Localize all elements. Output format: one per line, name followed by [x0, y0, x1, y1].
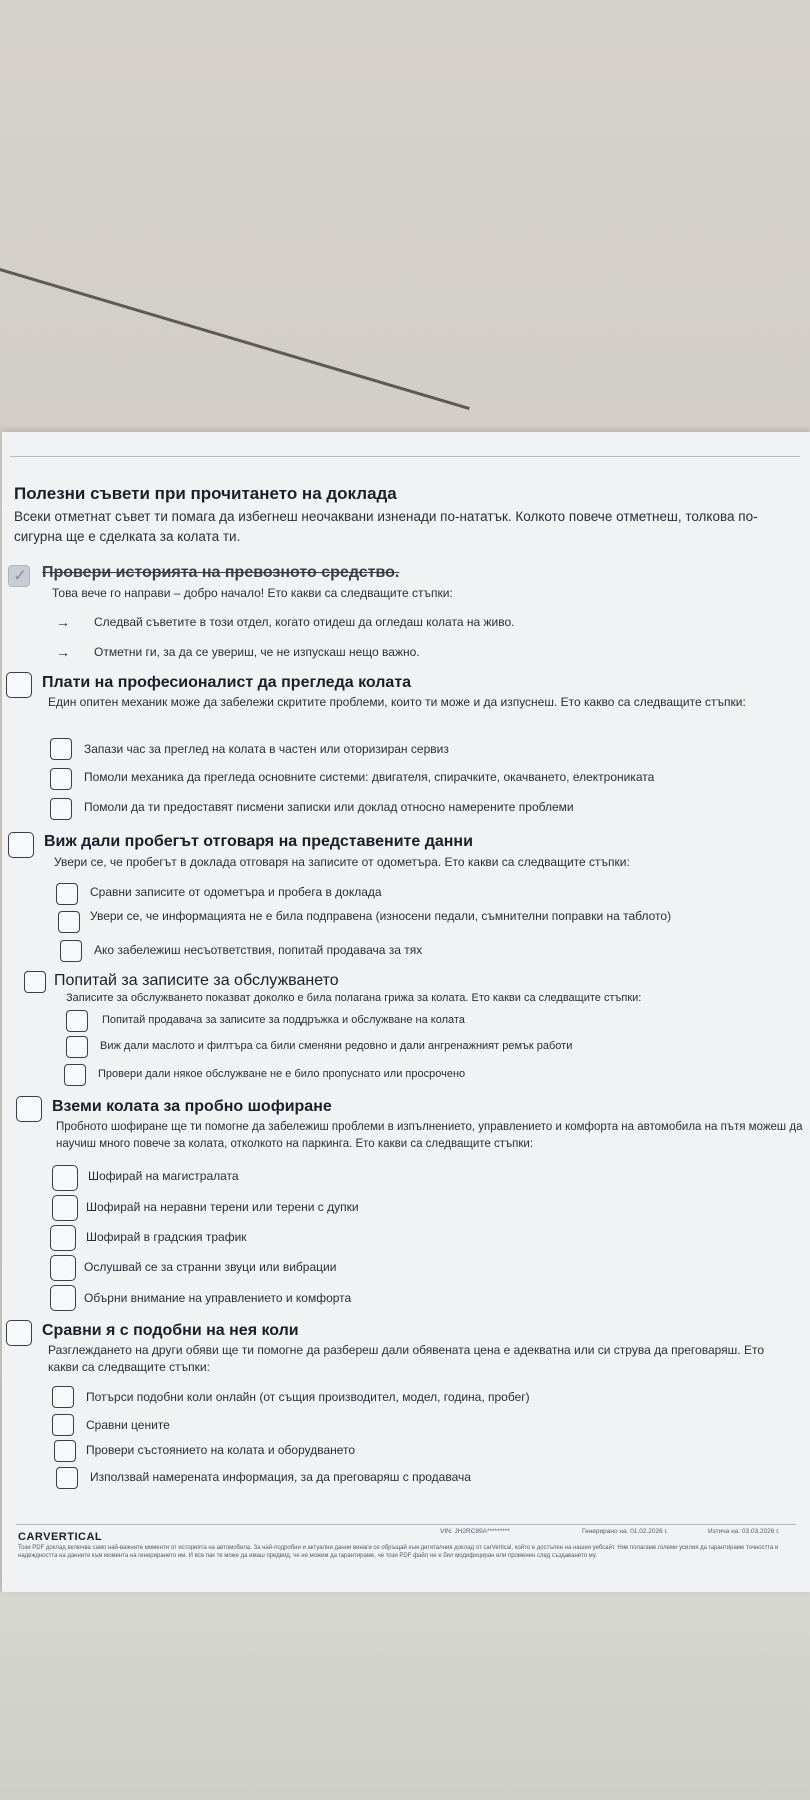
section-checkbox-service[interactable] — [24, 971, 46, 993]
step-checkbox[interactable] — [50, 1255, 76, 1281]
footer-expiry-date: Изтича на: 03.03.2026 г. — [708, 1528, 780, 1535]
section-description: Един опитен механик може да забележи скритите проблеми, които ти може и да изпуснеш. Ето какво са следващите стъпки: — [48, 695, 746, 709]
list-item: Сравни записите от одометъра и пробега в доклада — [90, 885, 382, 899]
list-item: Шофирай на неравни терени или терени с дупки — [86, 1200, 359, 1214]
list-item: Провери дали някое обслужване не е било пропуснато или просрочено — [98, 1068, 466, 1080]
arrow-right-icon: → — [56, 644, 70, 660]
document-title: Полезни съвети при прочитането на доклада — [14, 484, 397, 503]
floor-background — [0, 1592, 810, 1800]
step-checkbox[interactable] — [60, 940, 82, 962]
list-item: Отметни ги, за да се увериш, че не изпускаш нещо важно. — [94, 645, 420, 659]
section-checkbox-test-drive[interactable] — [16, 1096, 42, 1122]
list-item: Ако забележиш несъответствия, попитай продавача за тях — [94, 943, 423, 957]
step-checkbox[interactable] — [66, 1036, 88, 1058]
carvertical-logo: CARVERTICAL — [18, 1531, 103, 1543]
step-checkbox[interactable] — [50, 798, 72, 820]
section-description: Записите за обслужването показват доколко е била полагана грижа за колата. Ето какви са следващите стъпки: — [66, 992, 642, 1004]
section-title-compare: Сравни я с подобни на нея коли — [42, 1322, 299, 1339]
section-title-service: Попитай за записите за обслужването — [54, 972, 339, 989]
section-title-history: Провери историята на превозното средство. — [42, 564, 400, 581]
step-checkbox[interactable] — [56, 1467, 78, 1489]
list-item: Помоли да ти предоставят писмени записки или доклад относно намерените проблеми — [84, 800, 574, 814]
list-item: Шофирай на магистралата — [88, 1169, 239, 1183]
list-item: Сравни цените — [86, 1418, 170, 1432]
section-description: Увери се, че пробегът в доклада отговаря на записите от одометъра. Ето какви са следващите стъпки: — [54, 855, 630, 869]
section-description: Пробното шофиране ще ти помогне да забележиш проблеми в изпълнението, управлението и комфорта на автомобила на пътя можеш да научиш много повече за колата, отколкото на паркинга. Ето какви са следващите стъпки: — [56, 1121, 803, 1150]
step-checkbox[interactable] — [66, 1010, 88, 1032]
step-checkbox[interactable] — [52, 1165, 78, 1191]
arrow-right-icon: → — [56, 614, 70, 630]
footer-vin: VIN: JH2RC89A********* — [440, 1528, 510, 1535]
list-item: Потърси подобни коли онлайн (от същия производител, модел, година, пробег) — [86, 1390, 530, 1404]
step-checkbox[interactable] — [52, 1386, 74, 1408]
list-item: Помоли механика да прегледа основните системи: двигателя, спирачките, окачването, електрониката — [84, 770, 655, 784]
section-description: Разглеждането на други обяви ще ти помогне да разбереш дали обявената цена е адекватна или си струва да преговаряш. Ето какви са следващите стъпки: — [48, 1343, 764, 1374]
footer-disclaimer: Този PDF доклад включва само най-важните моменти от историята на автомобила. За най-подробни и актуални данни винаги се обръщай към дигиталния доклад от carVertical, който е достъпен на нашия уебсайт. Ние полагаме големи усилия да гарантираме точността и надеждността на данните към момента на генерирането им. И все пак те може да имаш предвид, че не можем да гарантираме, че този PDF файл не е бил модифициран или променен след създаването му. — [18, 1545, 779, 1559]
section-description: Това вече го направи – добро начало! Ето какви са следващите стъпки: — [52, 586, 453, 600]
section-title-mechanic: Плати на професионалист да прегледа колата — [42, 674, 412, 691]
top-divider — [10, 456, 800, 457]
footer-generated-date: Генерирано на: 01.02.2026 г. — [582, 1528, 668, 1535]
list-item: Провери състоянието на колата и оборудването — [86, 1443, 356, 1457]
document-page — [2, 432, 810, 1592]
step-checkbox[interactable] — [52, 1195, 78, 1221]
step-checkbox[interactable] — [52, 1414, 74, 1436]
list-item: Запази час за преглед на колата в частен или оторизиран сервиз — [84, 742, 449, 756]
list-item: Следвай съветите в този отдел, когато отидеш да огледаш колата на живо. — [94, 615, 515, 629]
section-checkbox-mileage[interactable] — [8, 832, 34, 858]
section-checkbox-mechanic[interactable] — [6, 672, 32, 698]
step-checkbox[interactable] — [58, 911, 80, 933]
step-checkbox[interactable] — [50, 768, 72, 790]
list-item: Шофирай в градския трафик — [86, 1230, 247, 1244]
footer-divider — [16, 1524, 796, 1525]
list-item: Попитай продавача за записите за поддръжка и обслужване на колата — [102, 1014, 465, 1026]
step-checkbox[interactable] — [54, 1440, 76, 1462]
step-checkbox[interactable] — [64, 1064, 86, 1086]
section-title-mileage: Виж дали пробегът отговаря на представените данни — [44, 833, 473, 850]
section-checkbox-compare[interactable] — [6, 1320, 32, 1346]
floor-tile-seam — [0, 268, 470, 410]
section-checkbox-history[interactable] — [8, 565, 30, 587]
step-checkbox[interactable] — [50, 738, 72, 760]
step-checkbox[interactable] — [50, 1285, 76, 1311]
list-item: Ослушвай се за странни звуци или вибрации — [84, 1260, 337, 1274]
section-title-test-drive: Вземи колата за пробно шофиране — [52, 1098, 332, 1115]
list-item: Използвай намерената информация, за да преговаряш с продавача — [90, 1470, 471, 1484]
list-item: Виж дали маслото и филтъра са били сменяни редовно и дали ангренажният ремък работи — [100, 1040, 573, 1052]
document-intro: Всеки отметнат съвет ти помага да избегнеш неочаквани изненади по-нататък. Колкото повече отметнеш, толкова по-сигурна ще е сделката за колата ти. — [14, 509, 758, 544]
list-item: Обърни внимание на управлението и комфорта — [84, 1291, 352, 1305]
step-checkbox[interactable] — [50, 1225, 76, 1251]
step-checkbox[interactable] — [56, 883, 78, 905]
list-item: Увери се, че информацията не е била подправена (износени педали, съмнителни поправки на таблото) — [90, 909, 672, 923]
